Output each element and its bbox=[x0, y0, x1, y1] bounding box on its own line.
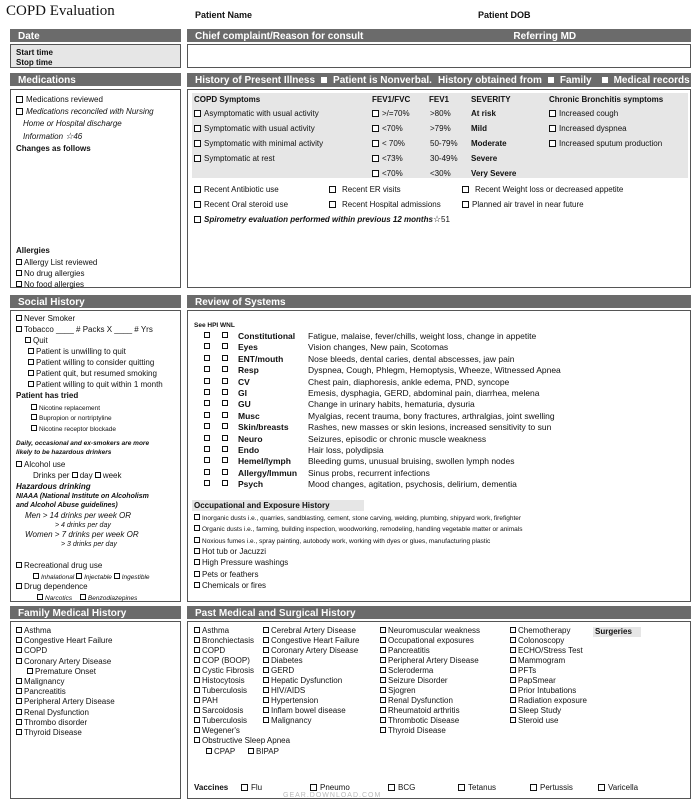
copd-row-chronic[interactable]: Increased sputum production bbox=[549, 140, 662, 148]
drinks-per[interactable]: Drinks per day week bbox=[33, 471, 122, 480]
drug-dependence[interactable]: Drug dependence bbox=[16, 583, 88, 591]
pmh-item[interactable]: Thrombotic Disease bbox=[380, 717, 459, 725]
recent-hospital[interactable]: Recent Hospital admissions bbox=[329, 201, 441, 209]
pmh-header: Past Medical and Surgical History bbox=[187, 606, 691, 619]
ros-system: Musc bbox=[238, 410, 260, 421]
occupational-item[interactable]: Organic dusts i.e., farming, building inspection, woodworking, remodeling, handling vegetable matter or animals bbox=[194, 525, 522, 534]
pmh-item[interactable]: Cystic Fibrosis bbox=[194, 667, 254, 675]
men-line1: Men > 14 drinks per week OR bbox=[25, 511, 132, 520]
hazardous-label: Hazardous drinking bbox=[16, 482, 91, 491]
unwilling-quit[interactable]: Patient is unwilling to quit bbox=[28, 348, 126, 356]
pmh-item[interactable]: Wegener's bbox=[194, 727, 240, 735]
ros-system: Constitutional bbox=[238, 331, 296, 341]
pmh-item[interactable]: COP (BOOP) bbox=[194, 657, 250, 665]
copd-row-severity: Mild bbox=[471, 124, 487, 133]
quit[interactable]: Quit bbox=[25, 337, 48, 345]
recreational-drugs[interactable]: Recreational drug use bbox=[16, 562, 102, 570]
ros-wnl-checkbox[interactable] bbox=[222, 412, 230, 420]
ros-description: Vision changes, New pain, Scotomas bbox=[308, 342, 449, 353]
pmh-item[interactable]: PAH bbox=[194, 697, 218, 705]
pmh-item[interactable]: Radiation exposure bbox=[510, 697, 587, 705]
ros-description: Nose bleeds, dental caries, dental abscesses, jaw pain bbox=[308, 353, 515, 364]
ros-wnl-checkbox[interactable] bbox=[222, 469, 230, 477]
medications-panel bbox=[10, 89, 181, 288]
ros-wnl-checkbox[interactable] bbox=[222, 343, 230, 351]
chief-complaint-header: Chief complaint/Reason for consult Referring MD bbox=[187, 29, 691, 42]
niaaa-line1: NIAAA (National Institute on Alcoholism bbox=[16, 493, 149, 500]
women-line1: Women > 7 drinks per week OR bbox=[25, 530, 139, 539]
family-item[interactable]: Coronary Artery Disease bbox=[16, 658, 111, 666]
ros-description: Change in urinary habits, hematuria, dysuria bbox=[308, 399, 475, 410]
hpi-panel bbox=[187, 89, 691, 288]
pmh-item[interactable]: Asthma bbox=[194, 627, 229, 635]
copd-row-fev[interactable]: < 70% bbox=[372, 140, 405, 148]
no-drug-allergies[interactable]: No drug allergies bbox=[16, 270, 84, 278]
pmh-item[interactable]: Sarcoidosis bbox=[194, 707, 243, 715]
ros-see-hpi-checkbox[interactable] bbox=[204, 389, 212, 397]
patient-dob-label: Patient DOB bbox=[478, 10, 531, 20]
copd-row-severity: Severe bbox=[471, 154, 498, 163]
copd-row-fev1: >79% bbox=[430, 124, 451, 133]
social-header: Social History bbox=[10, 295, 181, 308]
pmh-item[interactable]: Rheumatoid arthritis bbox=[380, 707, 460, 715]
ros-description: Mood changes, agitation, psychosis, delirium, dementia bbox=[308, 479, 517, 490]
ros-see-hpi-checkbox[interactable] bbox=[204, 480, 212, 488]
family-item[interactable]: Pancreatitis bbox=[16, 688, 66, 696]
meds-reconciled[interactable]: Medications reconciled with Nursing bbox=[16, 108, 154, 116]
no-food-allergies[interactable]: No food allergies bbox=[16, 281, 84, 289]
patient-name-label: Patient Name bbox=[195, 10, 253, 20]
copd-row[interactable]: Symptomatic with usual activity bbox=[194, 125, 315, 133]
family-item[interactable]: Congestive Heart Failure bbox=[16, 637, 112, 645]
ros-system: GU bbox=[238, 399, 251, 410]
meds-line3: Information ☆46 bbox=[23, 131, 83, 141]
col-chronic: Chronic Bronchitis symptoms bbox=[549, 95, 664, 104]
ros-see-hpi-checkbox[interactable] bbox=[204, 366, 212, 374]
hpi-header: History of Present Illness Patient is Nonverbal. History obtained from Family Medical records bbox=[187, 73, 691, 87]
family-item[interactable]: Peripheral Artery Disease bbox=[16, 698, 115, 706]
never-smoker[interactable]: Never Smoker bbox=[16, 315, 75, 323]
pmh-item[interactable]: Scleroderma bbox=[380, 667, 433, 675]
date-header: Date bbox=[10, 29, 181, 42]
ros-system: Skin/breasts bbox=[238, 422, 289, 433]
col-fev: FEV1/FVC bbox=[372, 95, 411, 104]
ros-system: CV bbox=[238, 376, 250, 387]
pmh-item[interactable]: ECHO/Stress Test bbox=[510, 647, 583, 655]
cpap[interactable]: CPAP bbox=[206, 748, 235, 756]
pmh-item[interactable]: PFTs bbox=[510, 667, 536, 675]
ros-description: Sinus probs, recurrent infections bbox=[308, 467, 430, 478]
vaccine-pertussis[interactable]: Pertussis bbox=[530, 784, 573, 792]
pmh-item[interactable]: Inflam bowel disease bbox=[263, 707, 346, 715]
ros-system: Allergy/Immun bbox=[238, 467, 298, 478]
stop-time-label: Stop time bbox=[16, 58, 53, 67]
pmh-item[interactable]: Peripheral Artery Disease bbox=[380, 657, 479, 665]
occupational-header: Occupational and Exposure History bbox=[194, 501, 330, 510]
pmh-item[interactable]: COPD bbox=[194, 647, 225, 655]
ros-wnl-checkbox[interactable] bbox=[222, 446, 230, 454]
family-item[interactable]: Asthma bbox=[16, 627, 51, 635]
ros-system: Endo bbox=[238, 445, 260, 455]
changes-label: Changes as follows bbox=[16, 144, 91, 153]
men-line2: > 4 drinks per day bbox=[55, 522, 111, 529]
allergy-reviewed[interactable]: Allergy List reviewed bbox=[16, 259, 97, 267]
ros-system: ENT/mouth bbox=[238, 353, 284, 364]
ros-wnl-checkbox[interactable] bbox=[222, 355, 230, 363]
form-title: COPD Evaluation bbox=[6, 3, 115, 19]
ros-wnl-checkbox[interactable] bbox=[222, 480, 230, 488]
ros-description: Myalgias, recent trauma, bony fractures, arthralgias, joint swelling bbox=[308, 410, 555, 421]
pmh-item[interactable]: Renal Dysfunction bbox=[380, 697, 453, 705]
copd-row-fev[interactable]: >/=70% bbox=[372, 110, 410, 118]
social-panel bbox=[10, 310, 181, 602]
ros-description: Emesis, dysphagia, GERD, abdominal pain, diarrhea, melena bbox=[308, 388, 540, 398]
ros-wnl-checkbox[interactable] bbox=[222, 332, 230, 340]
meds-reviewed[interactable]: Medications reviewed bbox=[16, 96, 103, 104]
col-fev1: FEV1 bbox=[429, 95, 450, 104]
ros-system: Eyes bbox=[238, 342, 258, 353]
pmh-item[interactable]: Bronchiectasis bbox=[194, 637, 254, 645]
recent-er[interactable]: Recent ER visits bbox=[329, 186, 401, 194]
women-line2: > 3 drinks per day bbox=[61, 541, 117, 548]
occupational-item[interactable]: High Pressure washings bbox=[194, 559, 288, 567]
date-panel bbox=[10, 44, 181, 68]
pmh-item[interactable]: Tuberculosis bbox=[194, 717, 247, 725]
ros-see-hpi-checkbox[interactable] bbox=[204, 446, 212, 454]
warning-line2: likely to be hazardous drinkers bbox=[16, 449, 112, 456]
vaccine-flu[interactable]: Flu bbox=[241, 784, 262, 792]
family-item[interactable]: Renal Dysfunction bbox=[16, 709, 89, 717]
ros-system: Hemel/lymph bbox=[238, 456, 291, 467]
recent-weight[interactable]: Recent Weight loss or decreased appetite bbox=[462, 186, 623, 194]
ros-see-hpi-checkbox[interactable] bbox=[204, 355, 212, 363]
ros-wnl-checkbox[interactable] bbox=[222, 400, 230, 408]
pmh-item[interactable]: Tuberculosis bbox=[194, 687, 247, 695]
ros-description: Seizures, episodic or chronic muscle weakness bbox=[308, 433, 487, 444]
occupational-item[interactable]: Pets or feathers bbox=[194, 571, 258, 579]
copd-row-severity: At risk bbox=[471, 109, 496, 118]
family-item[interactable]: Thrombo disorder bbox=[16, 719, 87, 727]
copd-row[interactable]: Symptomatic with minimal activity bbox=[194, 140, 323, 148]
pmh-item[interactable]: Congestive Heart Failure bbox=[263, 637, 359, 645]
consider-quit[interactable]: Patient willing to consider quitting bbox=[28, 359, 154, 367]
pmh-item[interactable]: Thyroid Disease bbox=[380, 727, 446, 735]
vaccines-label: Vaccines bbox=[194, 783, 229, 792]
pmh-item[interactable]: Coronary Artery Disease bbox=[263, 647, 358, 655]
ros-wnl-checkbox[interactable] bbox=[222, 435, 230, 443]
ros-description: Hair loss, polydipsia bbox=[308, 445, 384, 455]
family-item[interactable]: Premature Onset bbox=[27, 668, 96, 676]
ros-see-hpi-checkbox[interactable] bbox=[204, 435, 212, 443]
ros-see-hpi-checkbox[interactable] bbox=[204, 412, 212, 420]
warning-line1: Daily, occasional and ex-smokers are more bbox=[16, 440, 150, 447]
receptor-blockade[interactable]: Nicotine receptor blockade bbox=[31, 425, 116, 434]
copd-row[interactable]: Symptomatic at rest bbox=[194, 155, 275, 163]
ros-see-hpi-checkbox[interactable] bbox=[204, 423, 212, 431]
ros-description: Chest pain, diaphoresis, ankle edema, PND, syncope bbox=[308, 376, 510, 387]
copd-row-chronic[interactable]: Increased cough bbox=[549, 110, 618, 118]
ros-see-hpi-checkbox[interactable] bbox=[204, 332, 212, 340]
copd-table-bg bbox=[192, 93, 688, 178]
ros-see-hpi-checkbox[interactable] bbox=[204, 457, 212, 465]
pmh-item[interactable]: Seizure Disorder bbox=[380, 677, 448, 685]
pmh-item[interactable]: Obstructive Sleep Apnea bbox=[194, 737, 290, 745]
medications-header: Medications bbox=[10, 73, 181, 86]
pmh-item[interactable]: Neuromuscular weakness bbox=[380, 627, 480, 635]
vaccine-varicella[interactable]: Varicella bbox=[598, 784, 638, 792]
ros-system: Resp bbox=[238, 365, 259, 376]
ros-system: Neuro bbox=[238, 433, 263, 444]
ros-wnl-checkbox[interactable] bbox=[222, 366, 230, 374]
ros-wnl-checkbox[interactable] bbox=[222, 423, 230, 431]
pmh-item[interactable]: Prior Intubations bbox=[510, 687, 576, 695]
pmh-item[interactable]: GERD bbox=[263, 667, 294, 675]
ros-description: Rashes, new masses or skin lesions, increased sensitivity to sun bbox=[308, 422, 552, 433]
occupational-item[interactable]: Noxious fumes i.e., spray painting, autobody work, working with dyes or glues, manufacturing plastic bbox=[194, 537, 490, 546]
pmh-item[interactable]: Occupational exposures bbox=[380, 637, 474, 645]
copd-row-fev1: >80% bbox=[430, 109, 451, 118]
ros-header: Review of Systems bbox=[187, 295, 691, 308]
ros-panel bbox=[187, 310, 691, 602]
copd-row-chronic[interactable]: Increased dyspnea bbox=[549, 125, 627, 133]
pmh-item[interactable]: PapSmear bbox=[510, 677, 556, 685]
pmh-item[interactable]: Sjogren bbox=[380, 687, 416, 695]
pmh-item[interactable]: Malignancy bbox=[263, 717, 311, 725]
pmh-item[interactable]: Colonoscopy bbox=[510, 637, 564, 645]
ros-description: Fatigue, malaise, fever/chills, weight loss, change in appetite bbox=[308, 331, 537, 341]
occupational-item[interactable]: Inorganic dusts i.e., quarries, sandblasting, cement, stone carving, welding, plumbing, shipyard work, firefighter bbox=[194, 514, 521, 523]
start-time-label: Start time bbox=[16, 48, 53, 57]
occupational-item[interactable]: Chemicals or fires bbox=[194, 582, 266, 590]
ros-description: Bleeding gums, unusual bruising, swollen lymph nodes bbox=[308, 456, 515, 467]
ros-description: Dyspnea, Cough, Phlegm, Hemoptysis, Wheeze, Witnessed Apnea bbox=[308, 365, 561, 376]
recent-antibiotic[interactable]: Recent Antibiotic use bbox=[194, 186, 279, 194]
ros-system: Psych bbox=[238, 479, 264, 490]
pmh-panel bbox=[187, 621, 691, 799]
family-item[interactable]: COPD bbox=[16, 647, 47, 655]
ros-see-hpi-checkbox[interactable] bbox=[204, 378, 212, 386]
pmh-item[interactable]: Diabetes bbox=[263, 657, 303, 665]
pmh-item[interactable]: HIV/AIDS bbox=[263, 687, 305, 695]
dependence-types[interactable]: Narcotics Benzodiazepines bbox=[37, 594, 137, 603]
family-item[interactable]: Malignancy bbox=[16, 678, 64, 686]
spirometry-check[interactable]: Spirometry evaluation performed within previous 12 months☆51 bbox=[194, 215, 450, 224]
ros-wnl-checkbox[interactable] bbox=[222, 389, 230, 397]
niaaa-line2: and Alcohol Abuse guidelines) bbox=[16, 502, 118, 509]
drug-routes[interactable]: Inhalational Injectable Ingestible bbox=[33, 573, 150, 582]
col-severity: SEVERITY bbox=[471, 95, 511, 104]
tobacco[interactable]: Tobacco ____ # Packs X ____ # Yrs bbox=[16, 326, 153, 334]
ros-wnl-checkbox[interactable] bbox=[222, 378, 230, 386]
copd-row-fev1: 50-79% bbox=[430, 139, 458, 148]
allergies-label: Allergies bbox=[16, 246, 50, 255]
ros-col-heads: See HPI WNL bbox=[194, 322, 235, 329]
quit-within[interactable]: Patient willing to quit within 1 month bbox=[28, 381, 163, 389]
ros-see-hpi-checkbox[interactable] bbox=[204, 343, 212, 351]
pmh-item[interactable]: Histocytosis bbox=[194, 677, 245, 685]
pmh-item[interactable]: Steroid use bbox=[510, 717, 558, 725]
occupational-item[interactable]: Hot tub or Jacuzzi bbox=[194, 548, 266, 556]
alcohol-use[interactable]: Alcohol use bbox=[16, 461, 65, 469]
recent-oral-steroid[interactable]: Recent Oral steroid use bbox=[194, 201, 288, 209]
pmh-item[interactable]: Hypertension bbox=[263, 697, 318, 705]
surgeries-label: Surgeries bbox=[595, 627, 632, 636]
copd-row-fev[interactable]: <70% bbox=[372, 125, 403, 133]
copd-row-fev1: <30% bbox=[430, 169, 451, 178]
vaccine-bcg[interactable]: BCG bbox=[388, 784, 415, 792]
family-panel bbox=[10, 621, 181, 799]
copd-row-fev1: 30-49% bbox=[430, 154, 458, 163]
copd-row-fev[interactable]: <73% bbox=[372, 155, 403, 163]
chief-complaint-field[interactable] bbox=[187, 44, 691, 68]
family-item[interactable]: Thyroid Disease bbox=[16, 729, 82, 737]
watermark: GEAR.DOWNLOAD.COM bbox=[283, 792, 382, 799]
ros-see-hpi-checkbox[interactable] bbox=[204, 400, 212, 408]
bipap[interactable]: BIPAP bbox=[248, 748, 279, 756]
ros-wnl-checkbox[interactable] bbox=[222, 457, 230, 465]
pmh-item[interactable]: Sleep Study bbox=[510, 707, 561, 715]
pmh-item[interactable]: Pancreatitis bbox=[380, 647, 430, 655]
ros-system: GI bbox=[238, 388, 247, 398]
copd-row-fev[interactable]: <70% bbox=[372, 170, 403, 178]
has-tried-label: Patient has tried bbox=[16, 391, 79, 400]
pmh-item[interactable]: Mammogram bbox=[510, 657, 565, 665]
resumed-smoking[interactable]: Patient quit, but resumed smoking bbox=[28, 370, 157, 378]
copd-row-severity: Very Severe bbox=[471, 169, 517, 178]
col-symptoms: COPD Symptoms bbox=[194, 95, 261, 104]
copd-row-severity: Moderate bbox=[471, 139, 507, 148]
meds-line2: Home or Hospital discharge bbox=[23, 119, 122, 128]
nicotine-replacement[interactable]: Nicotine replacement bbox=[31, 404, 100, 413]
pmh-item[interactable]: Chemotherapy bbox=[510, 627, 570, 635]
vaccine-pneumo[interactable]: Pneumo bbox=[310, 784, 350, 792]
bupropion[interactable]: Bupropion or nortriptyline bbox=[31, 414, 112, 423]
planned-travel[interactable]: Planned air travel in near future bbox=[462, 201, 584, 209]
family-header: Family Medical History bbox=[10, 606, 181, 619]
copd-row[interactable]: Asymptomatic with usual activity bbox=[194, 110, 319, 118]
pmh-item[interactable]: Hepatic Dysfunction bbox=[263, 677, 342, 685]
vaccine-tetanus[interactable]: Tetanus bbox=[458, 784, 496, 792]
ros-see-hpi-checkbox[interactable] bbox=[204, 469, 212, 477]
pmh-item[interactable]: Cerebral Artery Disease bbox=[263, 627, 356, 635]
